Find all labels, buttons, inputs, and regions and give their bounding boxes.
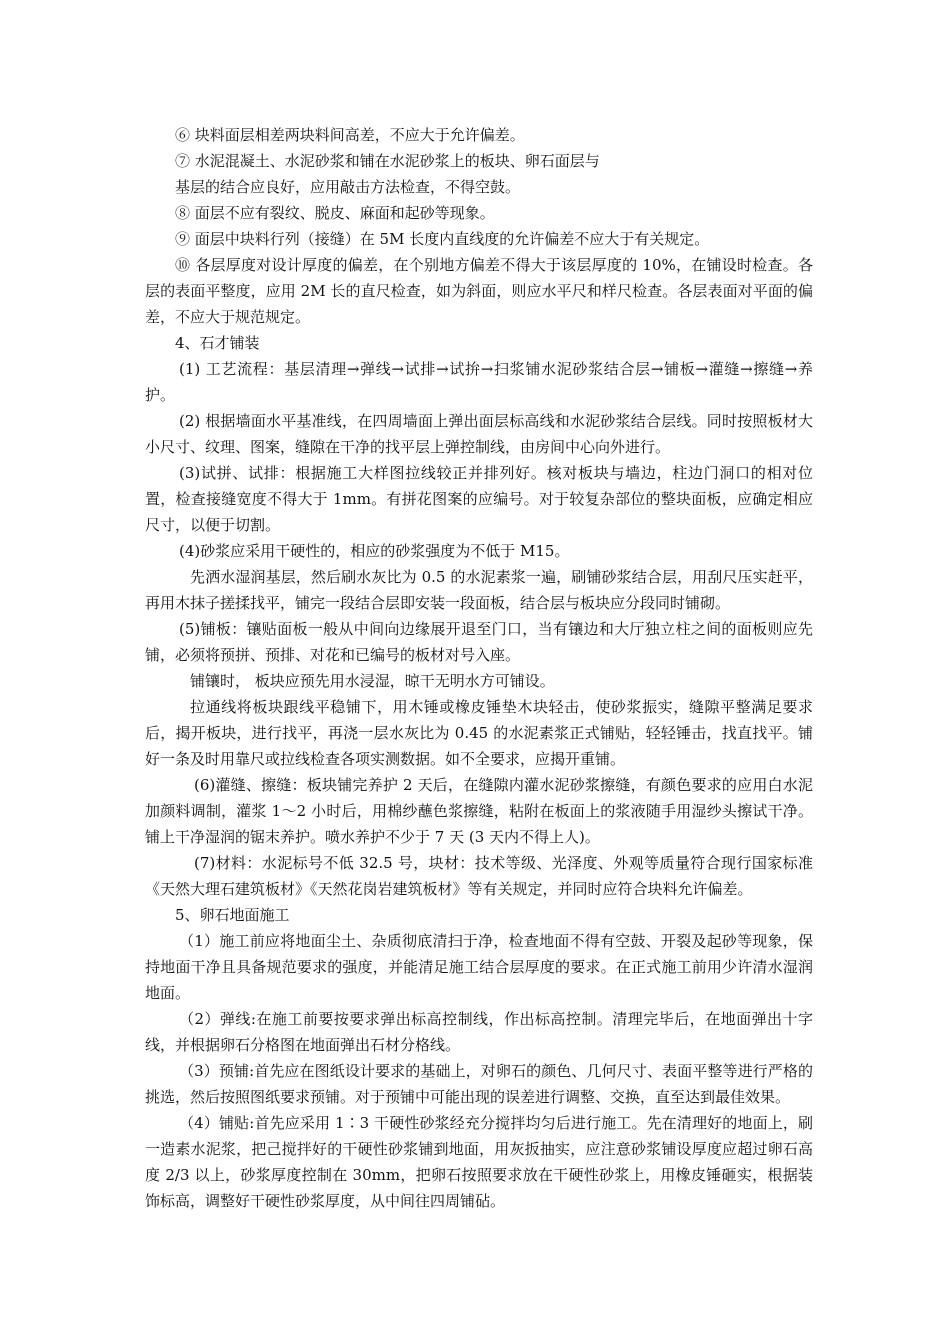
paragraph-item-9: ⑨ 面层中块料行列（接缝）在 5M 长度内直线度的允许偏差不应大于有关规定。 — [175, 230, 710, 248]
paragraph-stone-7: (7)材料：水泥标号不低 32.5 号，块材：技术等级、光泽度、外观等质量符合现行国家标准《天然大理石建筑板材》《天然花岗岩建筑板材》等有关规定，并同时应符合块料允许偏差。 — [145, 854, 813, 898]
paragraph-stone-2: (2) 根据墙面水平基准线，在四周墙面上弹出面层标高线和水泥砂浆结合层线。同时按照板材大小尺寸、纹理、图案，缝隙在干净的找平层上弹控制线，由房间中心向外进行。 — [145, 412, 813, 456]
paragraph-item-7-line2: 基层的结合应良好，应用敲击方法检查，不得空鼓。 — [175, 178, 521, 196]
paragraph-stone-3: (3)试拼、试排：根据施工大样图拉线较正并排列好。核对板块与墙边，柱边门洞口的相对位置，检查接缝宽度不得大于 1mm。有拼花图案的应编号。对于较复杂部位的整块面板，应确定相应尺寸，以便于切割。 — [145, 464, 813, 534]
paragraph-stone-4: (4)砂浆应采用干硬性的，相应的砂浆强度为不低于 M15。 — [179, 542, 570, 560]
paragraph-stone-5-detail-1: 铺镶时， 板块应预先用水浸湿，晾干无明水方可铺设。 — [190, 672, 555, 690]
document-body — [145, 122, 813, 1214]
paragraph-stone-5-detail-2: 拉通线将板块跟线平稳铺下，用木锤或橡皮锤垫木块轻击，使砂浆振实，缝隙平整满足要求后，揭开板块，进行找平，再浇一层水灰比为 0.45 的水泥素浆正式铺贴，轻轻锤击，找直找平。铺好一条及时用靠尺或拉线检查各项实测数据。如不全要求，应揭开重铺。 — [145, 698, 813, 768]
paragraph-pebble-4: （4）铺贴:首先应采用 1∶3 干硬性砂浆经充分搅拌均匀后进行施工。先在清理好的地面上，刷一造素水泥浆，把己搅拌好的干硬性砂浆铺到地面，用灰扳抽实，应注意砂浆铺设厚度应超过卵石高度 2/3 以上，砂浆厚度控制在 30mm，把卵石按照要求放在干硬性砂浆上，用橡皮锤砸实，根据装饰标高，调整好干硬性砂浆厚度，从中间往四周铺砧。 — [145, 1114, 813, 1210]
paragraph-pebble-3: （3）预铺:首先应在图纸设计要求的基础上，对卵石的颜色、几何尺寸、表面平整等进行严格的挑选，然后按照图纸要求预铺。对于预铺中可能出现的误差进行调整、交换，直至达到最佳效果。 — [145, 1062, 813, 1106]
section-heading-stone-paving: 4、石才铺装 — [175, 334, 260, 352]
paragraph-stone-1: (1) 工艺流程：基层清理→弹线→试排→试拚→扫浆铺水泥砂浆结合层→铺板→灌缝→擦缝→养护。 — [145, 360, 813, 404]
paragraph-stone-6: (6)灌缝、擦缝：板块铺完养护 2 天后，在缝隙内灌水泥砂浆擦缝，有颜色要求的应用白水泥加颜料调制，灌浆 1～2 小时后，用棉纱蘸色浆擦缝，粘附在板面上的浆液随手用湿纱头擦试干净。铺上干净湿润的锯末养护。喷水养护不少于 7 天 (3 天内不得上人)。 — [145, 776, 813, 846]
paragraph-item-10: ⑩ 各层厚度对设计厚度的偏差，在个别地方偏差不得大于该层厚度的 10%，在铺设时检查。各层的表面平整度，应用 2M 长的直尺检查，如为斜面，则应水平尺和样尺检查。各层表面对平面的偏差，不应大于规范规定。 — [145, 256, 813, 326]
paragraph-item-6: ⑥ 块料面层相差两块料间高差，不应大于允许偏差。 — [175, 126, 525, 144]
paragraph-stone-4-detail: 先洒水湿润基层，然后刷水灰比为 0.5 的水泥素浆一遍，刷铺砂浆结合层，用刮尺压实赶平，再用木抹子搓揉找平，铺完一段结合层即安装一段面板，结合层与板块应分段同时铺砌。 — [145, 568, 813, 612]
paragraph-item-8: ⑧ 面层不应有裂纹、脱皮、麻面和起砂等现象。 — [175, 204, 495, 222]
paragraph-pebble-1: （1）施工前应将地面尘土、杂质彻底清扫于净，检查地面不得有空鼓、开裂及起砂等现象，保持地面干净且具备规范要求的强度，并能清足施工结合层厚度的要求。在正式施工前用少许清水湿润地面。 — [145, 932, 813, 1002]
paragraph-pebble-2: （2）弹线:在施工前要按要求弹出标高控制线，作出标高控制。清理完毕后，在地面弹出十字线，并根据卵石分格图在地面弹出石材分格线。 — [145, 1010, 813, 1054]
section-heading-pebble-floor: 5、卵石地面施工 — [175, 906, 290, 924]
paragraph-item-7-line1: ⑦ 水泥混凝土、水泥砂浆和铺在水泥砂浆上的板块、卵石面层与 — [175, 152, 600, 170]
paragraph-stone-5: (5)铺板：镶贴面板一般从中间向边缘展开退至门口，当有镶边和大厅独立柱之间的面板则应先铺，必须将预拼、预排、对花和已编号的板材对号入座。 — [145, 620, 813, 664]
